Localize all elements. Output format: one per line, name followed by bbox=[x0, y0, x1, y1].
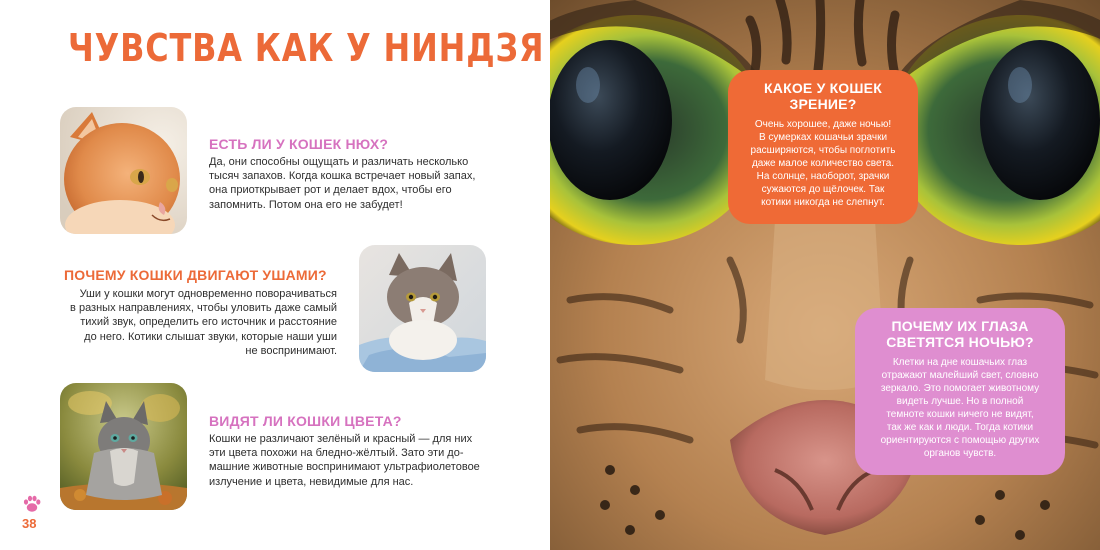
box-text-line: даже малое количество света. bbox=[751, 158, 895, 169]
box-text-line: расширяются, чтобы поглотить bbox=[750, 145, 896, 156]
page-title: ЧУВСТВА КАК У НИНДЗЯ bbox=[68, 26, 545, 70]
vision-info-box bbox=[728, 70, 918, 224]
text-line: тысяч запахов. Когда кошка встречает новый запах, bbox=[209, 170, 476, 183]
vision-box-title bbox=[740, 80, 906, 112]
section-2-question: ПОЧЕМУ КОШКИ ДВИГАЮТ УШАМИ? bbox=[64, 267, 327, 283]
text-line: в разных направлениях, чтобы уловить даже самый bbox=[70, 302, 337, 315]
box-text-line: видеть лучше. Но в полной bbox=[896, 396, 1024, 407]
box-text-line: отражают малейший свет, словно bbox=[881, 370, 1039, 381]
box-title-line: ПОЧЕМУ ИХ ГЛАЗА bbox=[891, 318, 1029, 334]
text-line: излучение и цвета, невидимые для нас. bbox=[209, 475, 414, 488]
glowing-eyes-box-text bbox=[867, 356, 1053, 460]
box-title-line: СВЕТЯТСЯ НОЧЬЮ? bbox=[886, 334, 1034, 350]
box-text-line: На солнце, наоборот, зрачки bbox=[756, 171, 890, 182]
box-text-line: Очень хорошее, даже ночью! bbox=[754, 119, 892, 130]
grey-longhair-cat-photo bbox=[60, 383, 187, 510]
text-line: до него. Котики слышат звуки, которые наши уши bbox=[84, 330, 337, 343]
section-3-question: ВИДЯТ ЛИ КОШКИ ЦВЕТА? bbox=[209, 413, 402, 429]
paw-icon bbox=[22, 495, 42, 513]
text-line: запомнить. Потом она его не забудет! bbox=[209, 198, 403, 211]
box-text-line: сужаются до щёлочек. Так bbox=[761, 184, 885, 195]
box-text-line: котики никогда не слепнут. bbox=[761, 197, 885, 208]
box-title-line: ЗРЕНИЕ? bbox=[789, 96, 857, 112]
section-1-text bbox=[209, 155, 489, 212]
box-text-line: органов чувств. bbox=[923, 448, 997, 459]
text-line: тихий звук, определить его источник и расстояние bbox=[80, 316, 337, 329]
box-text-line: ориентируются с помощью других bbox=[880, 435, 1040, 446]
text-line: Кошки не различают зелёный и красный — для них bbox=[209, 433, 473, 445]
section-1-question: ЕСТЬ ЛИ У КОШЕК НЮХ? bbox=[209, 136, 389, 152]
glowing-eyes-box-title bbox=[867, 318, 1053, 350]
vision-box-text bbox=[740, 118, 906, 209]
glowing-eyes-info-box bbox=[855, 308, 1065, 475]
box-title-line: КАКОЕ У КОШЕК bbox=[764, 80, 882, 96]
box-text-line: В сумерках кошачьи зрачки bbox=[758, 132, 888, 143]
text-line: машние животные воспринимают ультрафиолетовое bbox=[209, 461, 480, 474]
page-number: 38 bbox=[22, 516, 37, 531]
section-2-text bbox=[60, 287, 337, 358]
text-line: не воспринимают. bbox=[245, 344, 337, 357]
text-line: Уши у кошки могут одновременно поворачиваться bbox=[79, 288, 337, 300]
right-page bbox=[550, 0, 1100, 550]
text-line: она приоткрывает рот и делает вдох, чтобы его bbox=[209, 184, 452, 197]
grey-white-cat-photo bbox=[359, 245, 486, 372]
text-line: эти цвета похожи на бледно-жёлтый. Зато эти до- bbox=[209, 447, 464, 460]
ginger-cat-photo bbox=[60, 107, 187, 234]
box-text-line: зеркало. Это помогает животному bbox=[880, 383, 1040, 394]
box-text-line: темноте кошки ничего не видят, bbox=[886, 409, 1034, 420]
text-line: Да, они способны ощущать и различать несколько bbox=[209, 156, 469, 168]
section-3-text bbox=[209, 432, 494, 489]
box-text-line: Клетки на дне кошачьих глаз bbox=[892, 357, 1028, 368]
box-text-line: так же как и люди. Тогда котики bbox=[886, 422, 1034, 433]
